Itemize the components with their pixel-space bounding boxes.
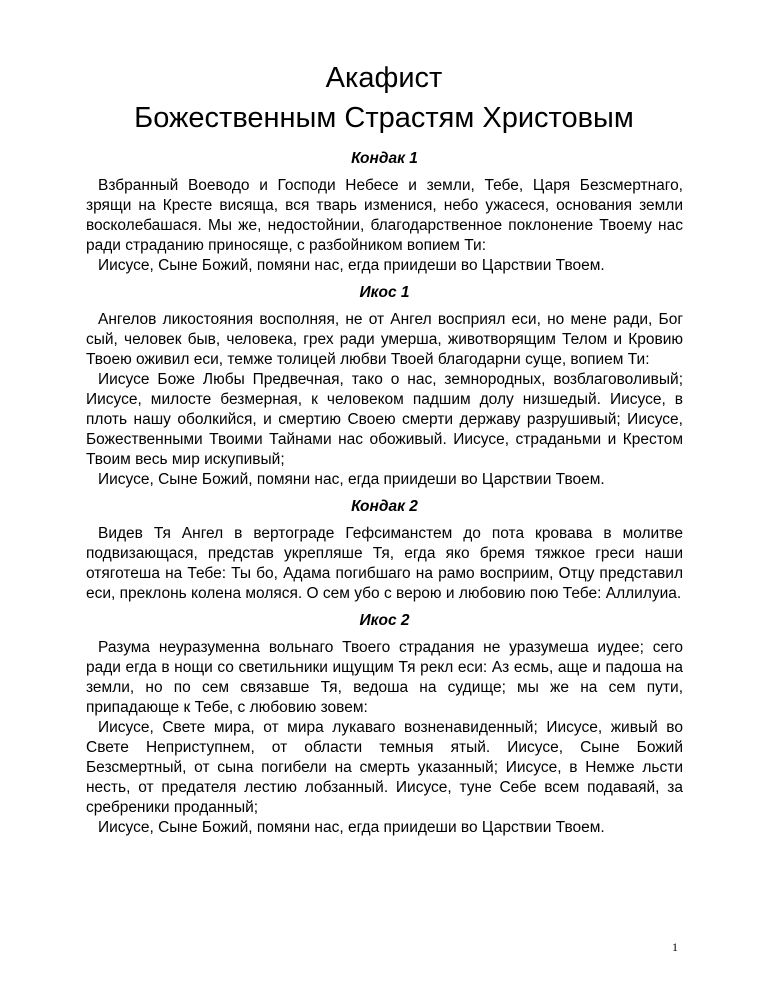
paragraph: Разума неуразуменна вольнаго Твоего страдания не уразумеша иудее; сего ради егда в нощи со светильники ищущим Тя рекл еси: Аз есмь, аще и падоша на земли, но по сем связавше Тя, ведоша на судище; мы же на сем пути, припадающе к Тебе, с любовию зовем: <box>86 639 683 716</box>
section-ikos-1 <box>86 282 683 490</box>
section-kondak-2 <box>86 496 683 604</box>
section-heading: Кондак 2 <box>351 498 418 515</box>
refrain-paragraph: Иисусе, Сыне Божий, помяни нас, егда приидеши во Царствии Твоем. <box>98 257 605 274</box>
section-kondak-1 <box>86 148 683 276</box>
section-heading: Кондак 1 <box>351 150 418 167</box>
paragraph: Ангелов ликостояния восполняя, не от Ангел восприял еси, но мене ради, Бог сый, человек быв, человека, грех ради умерша, животворящим Телом и Кровию Твоею оживил еси, темже толицей любви Твоей благодарни суще, вопием Ти: <box>86 311 683 368</box>
section-ikos-2 <box>86 610 683 838</box>
paragraph: Видев Тя Ангел в вертограде Гефсиманстем до пота кровава в молитве подвизающася, представ укрепляше Тя, егда яко бремя тяжкое греси наши отяготеша на Тебе: Ты бо, Адама погибшаго на рамо восприим, Отцу представил еси, преклонь колена моляся. О сем убо с верою и любовию пою Тебе: Аллилуиа. <box>86 525 683 602</box>
paragraph: Иисусе, Свете мира, от мира лукаваго возненавиденный; Иисусе, живый во Свете Неприступнем, от области темныя ятый. Иисусе, Сыне Божий Безсмертный, от сына погибели на смерть указанный; Иисусе, в Немже льсти несть, от предателя лестию лобзанный. Иисусе, туне Себе всем подаваяй, за сребреники проданный; <box>86 719 683 816</box>
section-heading: Икос 1 <box>359 284 410 301</box>
document-body <box>86 148 683 844</box>
refrain-paragraph: Иисусе, Сыне Божий, помяни нас, егда приидеши во Царствии Твоем. <box>98 471 605 488</box>
section-heading: Икос 2 <box>359 612 410 629</box>
document-title-line-1: Акафист <box>325 62 443 94</box>
document-title-line-2: Божественным Страстям Христовым <box>134 102 634 134</box>
paragraph: Иисусе Боже Любы Предвечная, тако о нас, земнородных, возблаговоливый; Иисусе, милосте безмерная, к человеком падшим долу низшедый. Иисусе, в плоть нашу оболкийся, и смертию Своею смерти державу разрушивый; Иисусе, Божественными Твоими Тайнами нас обоживый. Иисусе, страданьми и Крестом Твоим весь мир искупивый; <box>86 371 683 468</box>
page-number: 1 <box>672 940 678 954</box>
refrain-paragraph: Иисусе, Сыне Божий, помяни нас, егда приидеши во Царствии Твоем. <box>98 819 605 836</box>
paragraph: Взбранный Воеводо и Господи Небесе и земли, Тебе, Царя Безсмертнаго, зрящи на Кресте висяща, вся тварь изменися, небо ужасеся, основания земли восколебашася. Мы же, недостойнии, благодарственное поклонение Твоему нас ради страданию приносяще, с разбойником вопием Ти: <box>86 177 683 254</box>
